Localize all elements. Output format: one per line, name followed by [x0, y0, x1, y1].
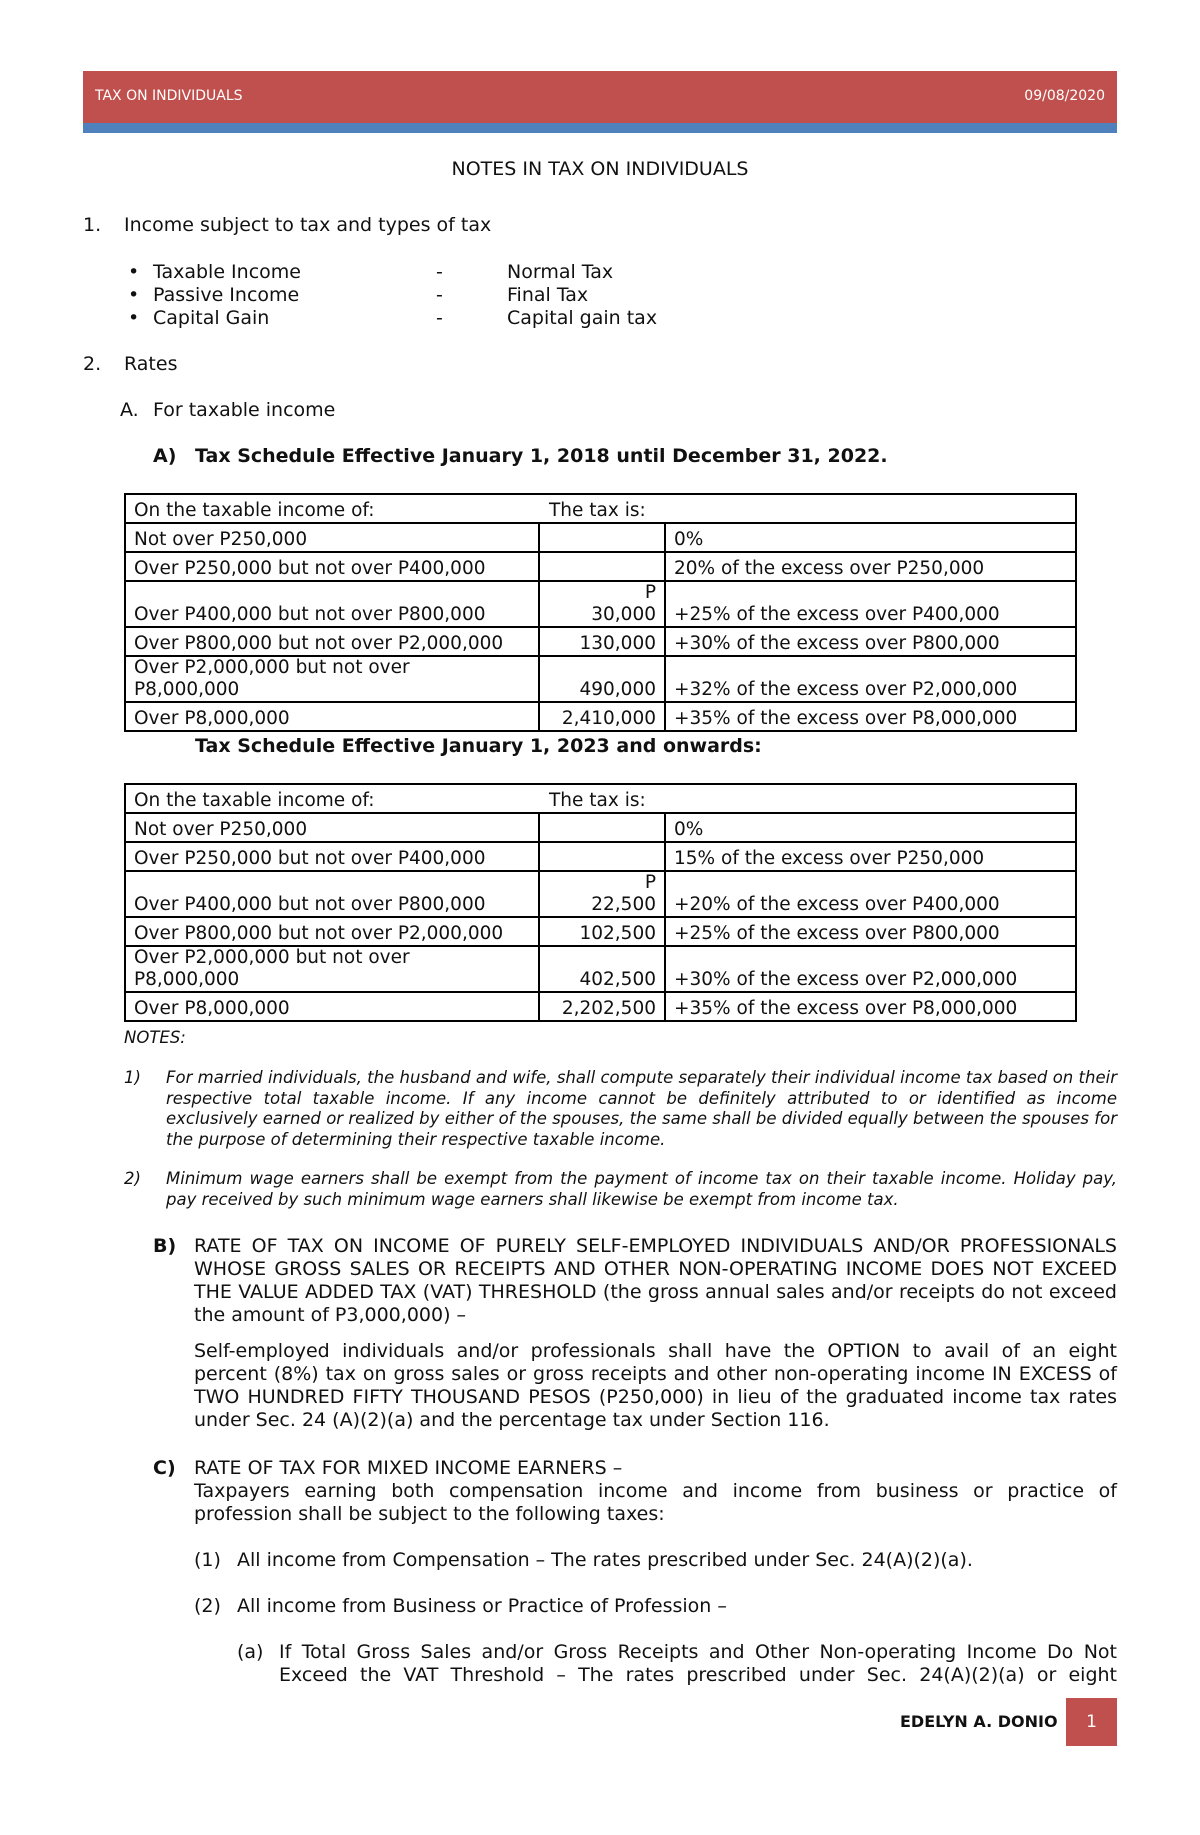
tax-type: Normal Tax	[507, 261, 614, 283]
base-cell: 102,500	[539, 917, 665, 946]
income-cell: Over P800,000 but not over P2,000,000	[125, 917, 539, 946]
header-income: On the taxable income of:	[125, 784, 539, 813]
part-c-heading: RATE OF TAX FOR MIXED INCOME EARNERS –	[194, 1457, 623, 1479]
header-date: 09/08/2020	[1024, 88, 1105, 104]
income-cell	[125, 946, 539, 992]
income-cell: Over P400,000 but not over P800,000	[125, 871, 539, 917]
table-row	[125, 523, 1076, 552]
section1-number: 1.	[83, 214, 102, 236]
income-line: P8,000,000	[134, 969, 240, 990]
page-header	[83, 71, 1117, 123]
schedule2-title: Tax Schedule Effective January 1, 2023 and onwards:	[195, 735, 762, 757]
table-row	[125, 627, 1076, 656]
tax-schedule-2023-table	[124, 783, 1077, 1022]
table-row	[125, 581, 1076, 627]
table-row	[125, 992, 1076, 1021]
table-header-row	[125, 784, 1076, 813]
item-number: (1)	[194, 1549, 221, 1571]
income-cell: Over P400,000 but not over P800,000	[125, 581, 539, 627]
note-text: For married individuals, the husband and wife, shall compute separately their individual income tax based on their respective total taxable income. If any income cannot be definitely attributed to or identified as income exclusively earned or realized by either of the spouses, the same shall be divided equally between the spouses for the purpose of determining their respective taxable income.	[166, 1068, 1117, 1149]
footer-author: EDELYN A. DONIO	[900, 1712, 1058, 1731]
bullet-icon: •	[128, 307, 140, 329]
income-cell: Over P250,000 but not over P400,000	[125, 552, 539, 581]
tax-type: Capital gain tax	[507, 307, 658, 329]
note-number: 2)	[124, 1169, 141, 1188]
note-text: Minimum wage earners shall be exempt from the payment of income tax on their taxable income. Holiday pay, pay received by such minimum wage earners shall likewise be exempt from income tax.	[166, 1169, 1117, 1209]
section2-heading: Rates	[124, 353, 178, 375]
dash: -	[436, 307, 443, 329]
dash: -	[436, 261, 443, 283]
table-header-row	[125, 494, 1076, 523]
header-empty	[665, 784, 1076, 813]
income-cell	[125, 656, 539, 702]
header-tax: The tax is:	[539, 494, 665, 523]
table-row	[125, 702, 1076, 731]
table-row	[125, 552, 1076, 581]
item-text: All income from Compensation – The rates prescribed under Sec. 24(A)(2)(a).	[237, 1549, 973, 1571]
income-cell: Not over P250,000	[125, 523, 539, 552]
income-cell: Not over P250,000	[125, 813, 539, 842]
bullet-icon: •	[128, 261, 140, 283]
table-row	[125, 813, 1076, 842]
currency-symbol: P	[644, 872, 656, 893]
base-value: 22,500	[591, 894, 656, 915]
rate-cell: 0%	[665, 523, 1076, 552]
schedule1-label: A)	[153, 445, 177, 467]
rate-cell: +32% of the excess over P2,000,000	[665, 656, 1076, 702]
part-b-body: Self-employed individuals and/or professionals shall have the OPTION to avail of an eight percent (8%) tax on gross sales or gross receipts and other non-operating income IN EXCESS of TWO HUNDRED FIFTY THOUSAND PESOS (P250,000) in lieu of the graduated income tax rates under Sec. 24 (A)(2)(a) and the percentage tax under Section 116.	[194, 1340, 1117, 1431]
base-cell	[539, 523, 665, 552]
item-text: All income from Business or Practice of Profession –	[237, 1595, 727, 1617]
header-empty	[665, 494, 1076, 523]
income-cell: Over P800,000 but not over P2,000,000	[125, 627, 539, 656]
base-cell	[539, 581, 665, 627]
income-line: Over P2,000,000 but not over	[134, 947, 410, 968]
table-row	[125, 656, 1076, 702]
section2-number: 2.	[83, 353, 102, 375]
document-title: NOTES IN TAX ON INDIVIDUALS	[451, 158, 749, 180]
notes-label: NOTES:	[124, 1028, 186, 1047]
income-cell: Over P8,000,000	[125, 702, 539, 731]
schedule1-title: Tax Schedule Effective January 1, 2018 until December 31, 2022.	[195, 445, 888, 467]
base-cell: 490,000	[539, 656, 665, 702]
dash: -	[436, 284, 443, 306]
income-type: Capital Gain	[153, 307, 270, 329]
base-cell	[539, 871, 665, 917]
subsection-a-label: A.	[120, 399, 139, 421]
base-cell: 2,410,000	[539, 702, 665, 731]
base-cell	[539, 813, 665, 842]
part-c-label: C)	[153, 1457, 176, 1479]
rate-cell: +30% of the excess over P800,000	[665, 627, 1076, 656]
income-cell: Over P8,000,000	[125, 992, 539, 1021]
rate-cell: +30% of the excess over P2,000,000	[665, 946, 1076, 992]
header-stripe	[83, 123, 1117, 133]
rate-cell: +25% of the excess over P800,000	[665, 917, 1076, 946]
rate-cell: +20% of the excess over P400,000	[665, 871, 1076, 917]
part-c-intro: Taxpayers earning both compensation income and income from business or practice of profession shall be subject to the following taxes:	[194, 1480, 1117, 1525]
subitem-text: If Total Gross Sales and/or Gross Receipts and Other Non-operating Income Do Not Exceed the VAT Threshold – The rates prescribed under Sec. 24(A)(2)(a) or eight	[279, 1641, 1117, 1686]
rate-cell: 20% of the excess over P250,000	[665, 552, 1076, 581]
base-cell: 130,000	[539, 627, 665, 656]
header-tax: The tax is:	[539, 784, 665, 813]
tax-type: Final Tax	[507, 284, 589, 306]
subitem-number: (a)	[237, 1641, 264, 1663]
income-type: Passive Income	[153, 284, 300, 306]
base-value: 30,000	[591, 604, 656, 625]
table-row	[125, 871, 1076, 917]
part-b-heading: RATE OF TAX ON INCOME OF PURELY SELF-EMPLOYED INDIVIDUALS AND/OR PROFESSIONALS WHOSE GROSS SALES OR RECEIPTS AND OTHER NON-OPERATING INCOME DOES NOT EXCEED THE VALUE ADDED TAX (VAT) THRESHOLD (the gross annual sales and/or receipts do not exceed the amount of P3,000,000) –	[194, 1235, 1117, 1326]
rate-cell: +25% of the excess over P400,000	[665, 581, 1076, 627]
rate-cell: +35% of the excess over P8,000,000	[665, 702, 1076, 731]
base-cell	[539, 842, 665, 871]
section1-heading: Income subject to tax and types of tax	[124, 214, 492, 236]
income-line: P8,000,000	[134, 679, 240, 700]
income-line: Over P2,000,000 but not over	[134, 657, 410, 678]
base-cell: 402,500	[539, 946, 665, 992]
rate-cell: 15% of the excess over P250,000	[665, 842, 1076, 871]
table-row	[125, 842, 1076, 871]
note-number: 1)	[124, 1068, 141, 1087]
header-income: On the taxable income of:	[125, 494, 539, 523]
subsection-a-text: For taxable income	[153, 399, 336, 421]
bullet-icon: •	[128, 284, 140, 306]
base-cell	[539, 552, 665, 581]
tax-schedule-2018-table	[124, 493, 1077, 732]
currency-symbol: P	[644, 582, 656, 603]
part-b-label: B)	[153, 1235, 177, 1257]
rate-cell: 0%	[665, 813, 1076, 842]
header-title: TAX ON INDIVIDUALS	[95, 88, 243, 104]
table-row	[125, 946, 1076, 992]
base-cell: 2,202,500	[539, 992, 665, 1021]
item-number: (2)	[194, 1595, 221, 1617]
income-type: Taxable Income	[153, 261, 301, 283]
page-number: 1	[1066, 1698, 1117, 1746]
income-cell: Over P250,000 but not over P400,000	[125, 842, 539, 871]
table-row	[125, 917, 1076, 946]
rate-cell: +35% of the excess over P8,000,000	[665, 992, 1076, 1021]
